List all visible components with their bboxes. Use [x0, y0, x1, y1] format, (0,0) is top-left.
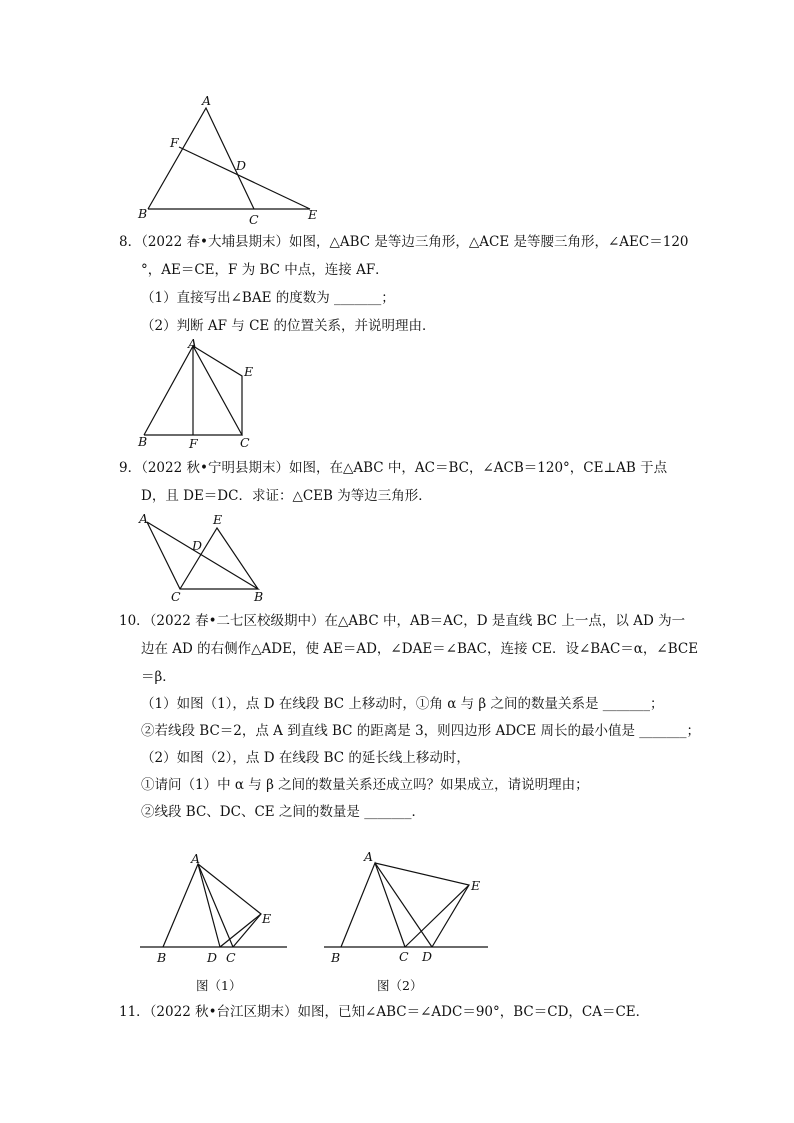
- segment-ad-inner: [198, 864, 220, 947]
- problem-10-line-3: ＝β．: [141, 669, 176, 685]
- point-label-e: E: [244, 364, 254, 379]
- point-label-a: A: [191, 851, 201, 866]
- problem-8-question-1: （1）直接写出∠BAE 的度数为 _______；: [141, 290, 395, 306]
- problem-10-question-2: （2）如图（2），点 D 在线段 BC 的延长线上移动时，: [141, 750, 470, 766]
- point-label-d: D: [207, 950, 218, 965]
- problem-9-line-1: 9．（2022 秋•宁明县期末）如图，在△ABC 中，AC＝BC，∠ACB＝120°，CE⊥AB 于点: [119, 460, 668, 476]
- point-label-a: A: [364, 849, 374, 864]
- problem-10-question-1: （1）如图（1），点 D 在线段 BC 上移动时，①角 α 与 β 之间的数量关系是 _______；: [141, 696, 664, 712]
- line-fe: [179, 147, 310, 209]
- figure-problem-8: [130, 338, 270, 453]
- point-label-b: B: [157, 950, 167, 965]
- point-label-c: C: [399, 949, 409, 964]
- point-label-d: D: [236, 158, 247, 173]
- point-label-b: B: [138, 434, 148, 449]
- point-label-a: A: [139, 511, 149, 526]
- point-label-c: C: [171, 589, 181, 604]
- point-label-e: E: [308, 207, 318, 222]
- point-label-e: E: [262, 911, 272, 926]
- figure-problem-9: [133, 508, 273, 608]
- problem-10-question-2a: ①请问（1）中 α 与 β 之间的数量关系还成立吗？如果成立，请说明理由；: [141, 777, 589, 793]
- problem-9-line-2: D，且 DE＝DC．求证：△CEB 为等边三角形．: [141, 488, 432, 504]
- segments-ab-ad: [163, 864, 233, 947]
- point-label-e: E: [471, 878, 481, 893]
- segments-ab-ac: [341, 863, 405, 947]
- point-label-a: A: [188, 336, 198, 351]
- point-label-f: F: [170, 135, 179, 150]
- segments-ae-ec: [198, 864, 261, 947]
- figure-caption: 图（1）: [196, 978, 242, 993]
- problem-10-line-1: 10．（2022 春•二七区校级期中）在△ABC 中，AB＝AC，D 是直线 BC 上一点，以 AD 为一: [119, 613, 686, 629]
- point-label-f: F: [189, 436, 198, 451]
- figure-problem-10-1: [135, 848, 295, 998]
- problem-8-question-2: （2）判断 AF 与 CE 的位置关系，并说明理由．: [141, 318, 436, 334]
- problem-8-line-1: 8．（2022 春•大埔县期末）如图，△ABC 是等边三角形，△ACE 是等腰三角形，∠AEC＝120: [119, 234, 689, 250]
- triangle-abc: [147, 522, 258, 589]
- problem-8-line-2: °，AE＝CE，F 为 BC 中点，连接 AF．: [141, 262, 389, 278]
- segments-ae-ed: [375, 863, 469, 947]
- point-label-d: D: [192, 538, 203, 553]
- figure-problem-10-2: [319, 848, 494, 998]
- point-label-b: B: [331, 950, 341, 965]
- point-label-b: B: [254, 589, 264, 604]
- point-label-c: C: [226, 950, 236, 965]
- problem-11-line-1: 11．（2022 秋•台江区期末）如图，已知∠ABC＝∠ADC＝90°，BC＝CD，CA＝CE．: [119, 1004, 650, 1020]
- point-label-c: C: [240, 435, 250, 450]
- point-label-b: B: [138, 206, 148, 221]
- point-label-c: C: [249, 212, 259, 227]
- problem-10-line-2: 边在 AD 的右侧作△ADE，使 AE＝AD，∠DAE＝∠BAC，连接 CE．设∠BAC＝α，∠BCE: [141, 641, 699, 657]
- figure-caption: 图（2）: [377, 978, 423, 993]
- problem-10-question-2b: ②线段 BC、DC、CE 之间的数量是 _______．: [141, 804, 425, 820]
- figure-problem-7: [130, 92, 330, 232]
- point-label-d: D: [422, 949, 433, 964]
- problem-10-question-1b: ②若线段 BC＝2，点 A 到直线 BC 的距离是 3，则四边形 ADCE 周长的最小值是 _______；: [141, 723, 701, 739]
- point-label-a: A: [202, 93, 212, 108]
- segment-ad: [375, 863, 432, 947]
- point-label-e: E: [213, 512, 223, 527]
